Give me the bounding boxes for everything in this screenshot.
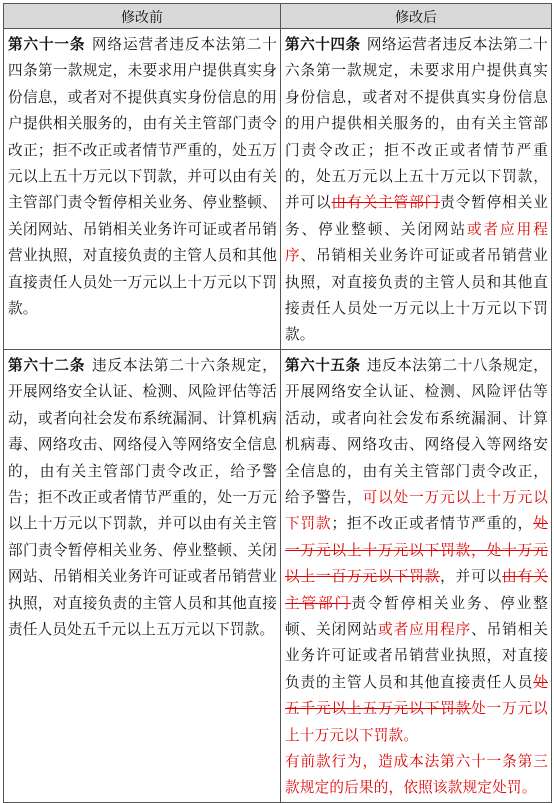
article-text: 、吊销相关业务许可证或者吊销营业执照，对直接负责的主管人员和其他直接责任人员处一万元以上十万元以下罚款。 xyxy=(285,247,548,344)
header-after: 修改后 xyxy=(281,4,552,29)
deleted-text: ，处十万元以上一百万元以下罚款 xyxy=(285,541,548,586)
table-row xyxy=(4,349,552,802)
article-number: 第六十四条 xyxy=(285,36,361,53)
inserted-text: 处一万元以上十万元以下罚款。 xyxy=(285,700,548,744)
article-text: 责令暂停相关业务、停业整顿、关闭网站 xyxy=(285,194,549,238)
deleted-text: 由有关主管部门 xyxy=(331,194,441,212)
article-number: 第六十五条 xyxy=(285,356,361,374)
article-text: 责令暂停相关业务、停业整顿、关闭网站 xyxy=(285,594,548,638)
cell-before-article-62 xyxy=(4,349,281,802)
deleted-text: 由有关主管部门 xyxy=(285,568,548,612)
article-text: ，并可以 xyxy=(440,568,503,586)
article-text: 网络运营者违反本法第二十四条第一款规定，未要求用户提供真实身份信息，或者对不提供真实身份信息的用户提供相关服务的，由有关主管部门责令改正；拒不改正或者情节严重的，处五万元以上五十万元以下罚款，并可以由有关主管部门责令暂停相关业务、停业整顿、关闭网站、吊销相关业务许可证或者吊销营业执照，对直接负责的主管人员和其他直接责任人员处一万元以上十万元以下罚款。 xyxy=(8,36,277,318)
article-text: 违反本法第二十六条规定，开展网络安全认证、检测、风险评估等活动，或者向社会发布系统漏洞、计算机病毒、网络攻击、网络侵入等网络安全信息的，由有关主管部门责令改正，给予警告；拒不改正或者情节严重的，处一万元以上十万元以下罚款，并可以由有关主管部门责令暂停相关业务、停业整顿、关闭网站、吊销相关业务许可证或者吊销营业执照，对直接负责的主管人员和其他直接责任人员处五千元以上五万元以下罚款。 xyxy=(8,356,277,638)
deleted-text: 处五千元以上五万元以下罚款 xyxy=(285,673,548,718)
article-text: ；拒不改正或者情节严重的， xyxy=(331,515,534,533)
article-number: 第六十二条 xyxy=(8,356,86,374)
cell-after-article-64 xyxy=(281,29,552,350)
inserted-text: 或者应用程序 xyxy=(378,620,472,638)
article-text: 网络运营者违反本法第二十六条第一款规定，未要求用户提供真实身份信息，或者对不提供真实身份信息的用户提供相关服务的，由有关主管部门责令改正；拒不改正或者情节严重的，处五万元以上五十万元以下罚款，并可以 xyxy=(285,36,548,212)
article-number: 第六十一条 xyxy=(8,36,86,53)
header-row xyxy=(4,4,552,29)
article-text: 违反本法第二十八条规定，开展网络安全认证、检测、风险评估等活动，或者向社会发布系统漏洞、计算机病毒、网络攻击、网络侵入等网络安全信息的，由有关主管部门责令改正，给予警告， xyxy=(285,356,548,506)
comparison-table xyxy=(3,3,552,803)
inserted-text: 可以处一万元以上十万元以下罚款 xyxy=(285,488,548,533)
inserted-text: 或者应用程序 xyxy=(285,220,548,265)
cell-before-article-61 xyxy=(4,29,281,350)
article-text: 、吊销相关业务许可证或者吊销营业执照，对直接负责的主管人员和其他直接责任人员 xyxy=(285,620,548,691)
deleted-text: 处一万元以上十万元以下罚款 xyxy=(285,515,548,559)
inserted-paragraph: 有前款行为，造成本法第六十一条第三款规定的后果的，依照该款规定处罚。 xyxy=(285,752,548,797)
header-before: 修改前 xyxy=(4,4,281,29)
cell-after-article-65 xyxy=(281,349,552,802)
table-row xyxy=(4,29,552,350)
